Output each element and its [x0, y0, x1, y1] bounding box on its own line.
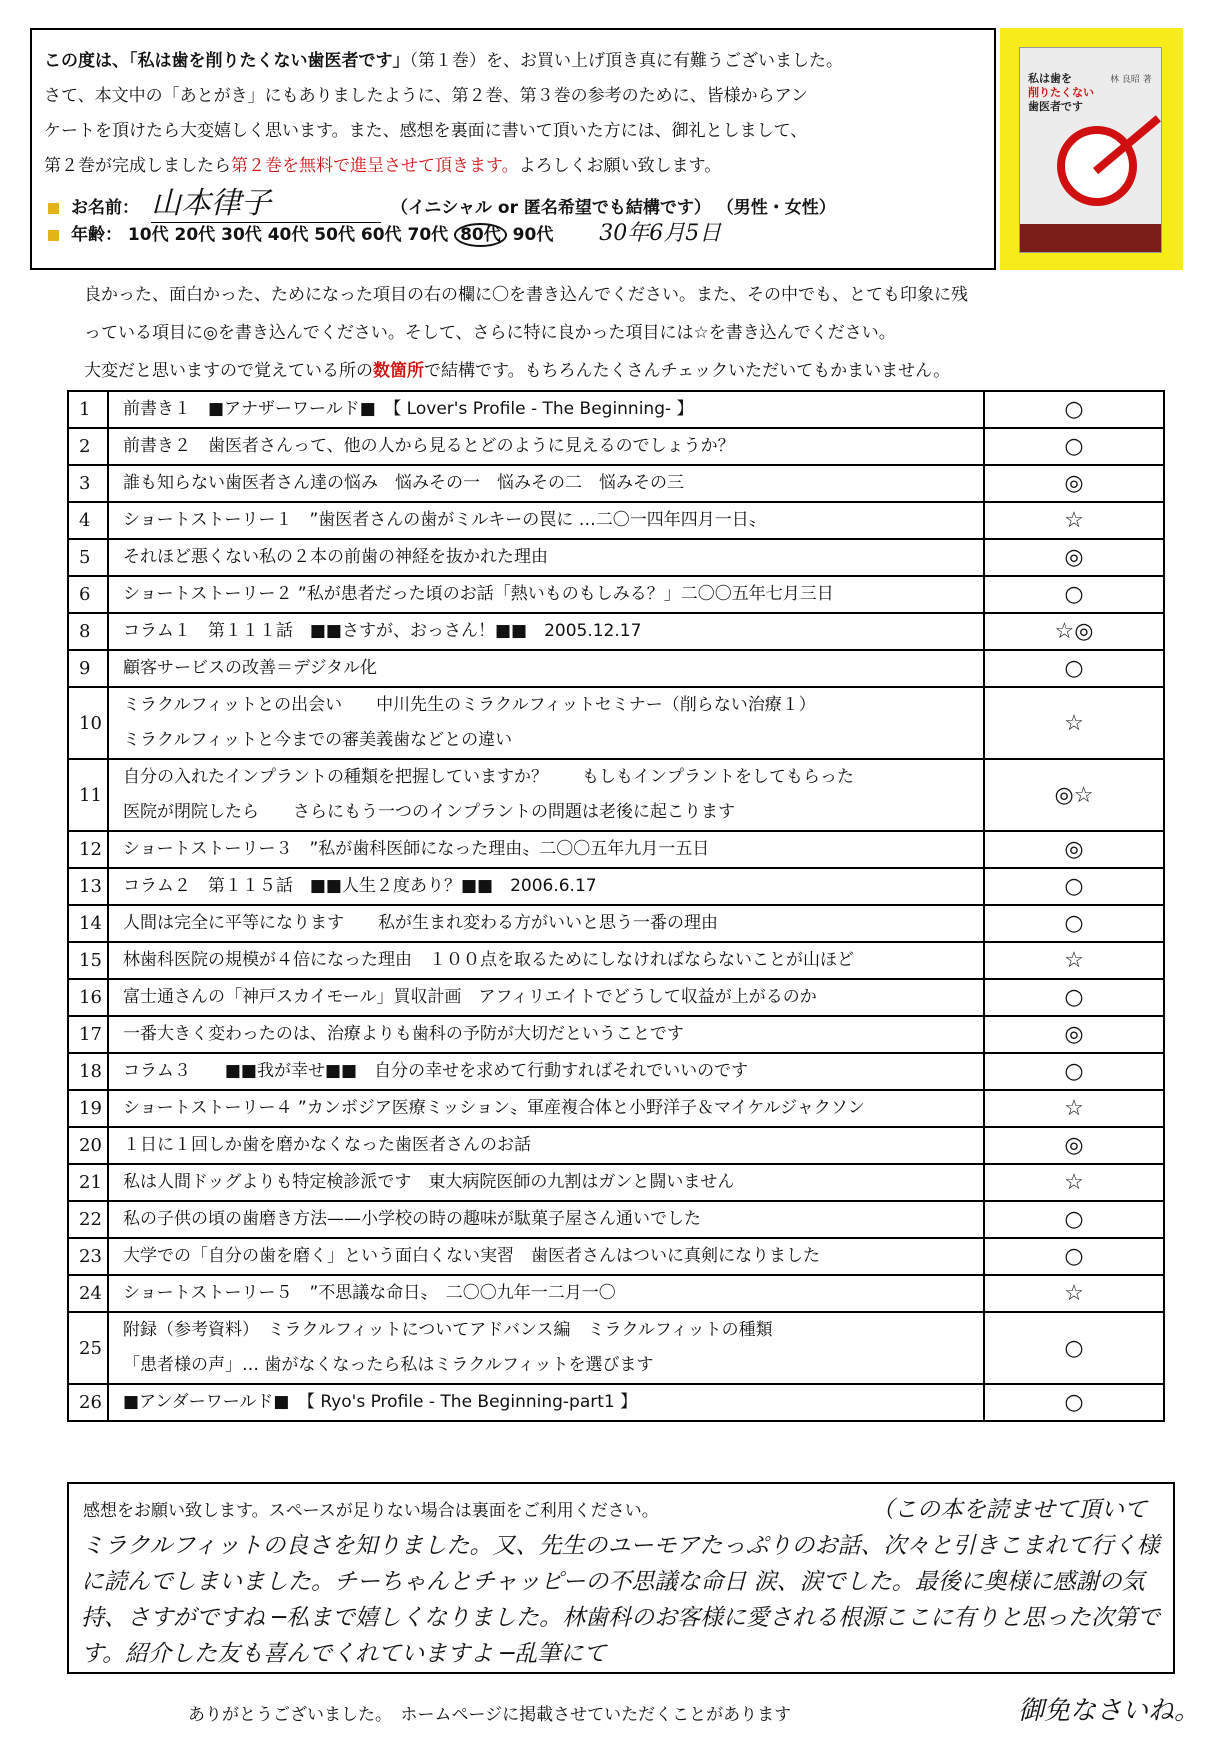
item-title — [108, 465, 984, 502]
item-title — [108, 831, 984, 868]
rating-mark-cell[interactable]: ☆ — [984, 1090, 1164, 1127]
item-title — [108, 1127, 984, 1164]
rating-mark-cell[interactable]: ○ — [984, 650, 1164, 687]
rating-mark-cell[interactable]: ☆ — [984, 687, 1164, 759]
name-label: お名前： — [71, 198, 139, 218]
item-title — [108, 979, 984, 1016]
item-title — [108, 650, 984, 687]
intro-line-4b: よろしくお願い致します。 — [518, 156, 722, 176]
item-title-line: 自分の入れたインプラントの種類を把握していますか？ もしもインプラントをしてもらった — [123, 767, 854, 787]
item-number: 9 — [68, 650, 108, 687]
rating-mark-cell[interactable]: ○ — [984, 1312, 1164, 1384]
item-title-line: ■アンダーワールド■ 【 Ryo's Profile - The Beginning-part1 】 — [123, 1392, 638, 1412]
item-title-line: 「患者様の声」… 歯がなくなったら私はミラクルフィットを選びます — [123, 1355, 654, 1375]
item-title-line: 大学での「自分の歯を磨く」という面白くない実習 歯医者さんはついに真剣になりました — [123, 1246, 820, 1266]
table-row — [68, 576, 1164, 613]
no-drill-icon — [1057, 126, 1137, 206]
rating-mark-cell[interactable]: ○ — [984, 1053, 1164, 1090]
intro-bold: この度は、「私は歯を削りたくない歯医者です」 — [44, 51, 410, 71]
table-row — [68, 687, 1164, 759]
rating-mark-cell[interactable]: ○ — [984, 1384, 1164, 1421]
intro-line-3: ケートを頂けたら大変嬉しく思います。また、感想を裏面に書いて頂いた方には、御礼としまして、 — [44, 121, 808, 141]
age-option-30[interactable]: 30代 — [221, 225, 262, 245]
item-number: 11 — [68, 759, 108, 831]
table-row — [68, 428, 1164, 465]
item-title-line: 富士通さんの「神戸スカイモール」買収計画 アフィリエイトでどうして収益が上がるのか — [123, 987, 817, 1007]
item-title — [108, 391, 984, 428]
item-number: 26 — [68, 1384, 108, 1421]
instructions-line-2: っている項目に◎を書き込んでください。そして、さらに特に良かった項目には☆を書き込んでください。 — [84, 323, 896, 343]
item-title-line: ミラクルフィットとの出会い 中川先生のミラクルフィットセミナー（削らない治療１） — [123, 695, 816, 715]
item-title — [108, 905, 984, 942]
header-box — [30, 28, 996, 270]
table-row — [68, 1384, 1164, 1421]
item-title — [108, 868, 984, 905]
intro-rest: （第１巻）を、お買い上げ頂き真に有難うございました。 — [409, 51, 843, 71]
item-title-line: ショートストーリー２ ”私が患者だった頃のお話「熱いものもしみる？」二〇〇五年七月三日 — [123, 584, 834, 604]
item-number: 22 — [68, 1201, 108, 1238]
item-number: 19 — [68, 1090, 108, 1127]
table-row — [68, 1090, 1164, 1127]
table-row — [68, 979, 1164, 1016]
item-number: 14 — [68, 905, 108, 942]
instructions — [84, 276, 1184, 390]
rating-mark-cell[interactable]: ◎☆ — [984, 759, 1164, 831]
item-number: 25 — [68, 1312, 108, 1384]
item-title-line: 誰も知らない歯医者さん達の悩み 悩みその一 悩みその二 悩みその三 — [123, 473, 684, 493]
bullet-icon — [48, 203, 59, 214]
age-row — [44, 216, 721, 247]
cover-title-line-1: 私は歯を — [1028, 72, 1072, 85]
item-number: 8 — [68, 613, 108, 650]
rating-mark-cell[interactable]: ☆ — [984, 1164, 1164, 1201]
age-option-40[interactable]: 40代 — [267, 225, 309, 245]
footer-thanks: ありがとうございました。 ホームページに掲載させていただくことがあります — [188, 1705, 792, 1725]
item-number: 12 — [68, 831, 108, 868]
age-option-10[interactable]: 10代 — [127, 225, 169, 245]
rating-mark-cell[interactable]: ☆ — [984, 942, 1164, 979]
rating-mark-cell[interactable]: ◎ — [984, 1016, 1164, 1053]
age-option-80-selected[interactable]: 80代 — [454, 223, 507, 247]
item-title-line: ミラクルフィットと今までの審美義歯などとの違い — [123, 730, 513, 750]
cover-title-line-3: 歯医者です — [1028, 100, 1083, 113]
cover-band — [1020, 224, 1161, 252]
name-note: （イニシャル or 匿名希望でも結構です） — [391, 198, 711, 218]
item-title-line: 私は人間ドッグよりも特定検診派です 東大病院医師の九割はガンと闘いません — [123, 1172, 735, 1192]
table-row — [68, 465, 1164, 502]
rating-mark-cell[interactable]: ○ — [984, 428, 1164, 465]
survey-table — [67, 390, 1165, 1422]
item-title — [108, 1238, 984, 1275]
item-number: 21 — [68, 1164, 108, 1201]
item-title — [108, 613, 984, 650]
age-option-20[interactable]: 20代 — [174, 225, 216, 245]
age-label: 年齢： — [71, 225, 122, 245]
item-title-line: ショートストーリー３ ”私が歯科医師になった理由〟二〇〇五年九月一五日 — [123, 839, 710, 859]
item-title — [108, 502, 984, 539]
item-number: 13 — [68, 868, 108, 905]
intro-text — [44, 44, 994, 184]
table-row — [68, 759, 1164, 831]
item-title — [108, 942, 984, 979]
item-title-line: ショートストーリー１ ”歯医者さんの歯がミルキーの罠に …二〇一四年四月一日〟 — [123, 510, 766, 530]
instructions-line-3a: 大変だと思いますので覚えている所の — [84, 361, 373, 381]
item-title-line: １日に１回しか歯を磨かなくなった歯医者さんのお話 — [123, 1135, 531, 1155]
item-number: 3 — [68, 465, 108, 502]
item-title-line: 医院が閉院したら さらにもう一つのインプラントの問題は老後に起こります — [123, 802, 735, 822]
book-cover-image — [1019, 47, 1162, 253]
rating-mark-cell[interactable]: ◎ — [984, 539, 1164, 576]
item-number: 16 — [68, 979, 108, 1016]
item-title-line: コラム１ 第１１１話 ■■さすが、おっさん！■■ 2005.12.17 — [123, 621, 642, 641]
table-row — [68, 1127, 1164, 1164]
age-option-50[interactable]: 50代 — [314, 225, 355, 245]
item-title-line: 顧客サービスの改善＝デジタル化 — [123, 658, 377, 678]
table-row — [68, 831, 1164, 868]
bullet-icon — [48, 230, 59, 241]
item-title — [108, 1384, 984, 1421]
rating-mark-cell[interactable]: ○ — [984, 905, 1164, 942]
comment-prompt: 感想をお願い致します。スペースが足りない場合は裏面をご利用ください。 — [83, 1501, 659, 1521]
rating-mark-cell[interactable]: ◎ — [984, 1127, 1164, 1164]
item-title-line: コラム２ 第１１５話 ■■人生２度あり？■■ 2006.6.17 — [123, 876, 597, 896]
item-number: 2 — [68, 428, 108, 465]
intro-line-2: さて、本文中の「あとがき」にもありましたように、第２巻、第３巻の参考のために、皆様からアン — [44, 86, 808, 106]
rating-mark-cell[interactable]: ○ — [984, 391, 1164, 428]
gender-option[interactable]: （男性・女性） — [716, 198, 836, 218]
table-row — [68, 1016, 1164, 1053]
item-title — [108, 428, 984, 465]
item-title-line: 附録（参考資料） ミラクルフィットについてアドバンス編 ミラクルフィットの種類 — [123, 1320, 773, 1340]
table-row — [68, 1164, 1164, 1201]
cover-title-line-2: 削りたくない — [1028, 86, 1094, 99]
item-number: 20 — [68, 1127, 108, 1164]
item-title-line: 人間は完全に平等になります 私が生まれ変わる方がいいと思う一番の理由 — [123, 913, 718, 933]
table-row — [68, 1238, 1164, 1275]
intro-line-4a: 第２巻が完成しましたら — [44, 156, 231, 176]
item-number: 4 — [68, 502, 108, 539]
table-row — [68, 1312, 1164, 1384]
rating-mark-cell[interactable]: ☆ — [984, 502, 1164, 539]
item-title-line: コラム３ ■■我が幸せ■■ 自分の幸せを求めて行動すればそれでいいのです — [123, 1061, 749, 1081]
item-title — [108, 1016, 984, 1053]
age-option-90[interactable]: 90代 — [512, 225, 554, 245]
instructions-line-3b: で結構です。もちろんたくさんチェックいただいてもかまいません。 — [424, 361, 951, 381]
rating-mark-cell[interactable]: ○ — [984, 1238, 1164, 1275]
item-number: 18 — [68, 1053, 108, 1090]
item-title — [108, 539, 984, 576]
date-field[interactable]: 30年6月5日 — [599, 221, 722, 246]
rating-mark-cell[interactable]: ◎ — [984, 831, 1164, 868]
rating-mark-cell[interactable]: ◎ — [984, 465, 1164, 502]
instructions-line-1: 良かった、面白かった、ためになった項目の右の欄に〇を書き込んでください。また、その中でも、とても印象に残 — [84, 285, 968, 305]
table-row — [68, 905, 1164, 942]
rating-mark-cell[interactable]: ○ — [984, 979, 1164, 1016]
item-number: 10 — [68, 687, 108, 759]
item-title — [108, 576, 984, 613]
item-title — [108, 759, 984, 831]
table-row — [68, 868, 1164, 905]
item-title — [108, 1201, 984, 1238]
item-title-line: ショートストーリー４ ”カンボジア医療ミッション〟軍産複合体と小野洋子＆マイケルジャクソン — [123, 1098, 865, 1118]
item-title-line: ショートストーリー５ ”不思議な命日〟 二〇〇九年一二月一〇 — [123, 1283, 616, 1303]
item-title — [108, 1164, 984, 1201]
table-row — [68, 942, 1164, 979]
item-title — [108, 1275, 984, 1312]
item-title-line: 林歯科医院の規模が４倍になった理由 １００点を取るためにしなければならないことが山ほど — [123, 950, 854, 970]
rating-mark-cell[interactable]: ○ — [984, 868, 1164, 905]
table-row — [68, 613, 1164, 650]
age-option-60[interactable]: 60代 — [360, 225, 402, 245]
item-title-line: それほど悪くない私の２本の前歯の神経を抜かれた理由 — [123, 547, 548, 567]
book-cover-frame — [1000, 28, 1183, 270]
rating-mark-cell[interactable]: ☆◎ — [984, 613, 1164, 650]
item-number: 1 — [68, 391, 108, 428]
cover-title — [1028, 72, 1094, 114]
comment-box[interactable] — [67, 1482, 1175, 1674]
rating-mark-cell[interactable]: ☆ — [984, 1275, 1164, 1312]
item-number: 15 — [68, 942, 108, 979]
item-title — [108, 1312, 984, 1384]
instructions-highlight: 数箇所 — [373, 361, 424, 381]
rating-mark-cell[interactable]: ○ — [984, 576, 1164, 613]
comment-handwriting[interactable]: （この本を読ませて頂いてミラクルフィットの良さを知りました。又、先生のユーモアたっぷりのお話、次々と引きこまれて行く様に読んでしまいました。チーちゃんとチャッピーの不思議な命日 涙、涙でした。最後に奥様に感謝の気持、さすがですね ─私まで嬉しくなりました。林歯科のお客様に愛される根源ここに有りと思った次第です。紹介した友も喜んでくれていますよ ─乱筆にて — [81, 1497, 1161, 1667]
item-title-line: 前書き１ ■アナザーワールド■ 【 Lover's Profile - The Beginning- 】 — [123, 399, 694, 419]
cover-author: 林 良昭 著 — [1110, 75, 1152, 85]
table-row — [68, 1201, 1164, 1238]
table-row — [68, 650, 1164, 687]
item-number: 6 — [68, 576, 108, 613]
table-row — [68, 1053, 1164, 1090]
item-title — [108, 687, 984, 759]
footer-handwritten-note: 御免なさいね。 — [1018, 1696, 1201, 1726]
free-offer-text: 第２巻を無料で進呈させて頂きます。 — [231, 156, 519, 176]
item-number: 24 — [68, 1275, 108, 1312]
item-number: 17 — [68, 1016, 108, 1053]
item-title-line: 前書き２ 歯医者さんって、他の人から見るとどのように見えるのでしょうか？ — [123, 436, 735, 456]
table-row — [68, 1275, 1164, 1312]
item-title — [108, 1053, 984, 1090]
item-number: 23 — [68, 1238, 108, 1275]
rating-mark-cell[interactable]: ○ — [984, 1201, 1164, 1238]
item-title-line: 私の子供の頃の歯磨き方法——小学校の時の趣味が駄菓子屋さん通いでした — [123, 1209, 701, 1229]
name-field[interactable]: 山本律子 — [151, 178, 381, 223]
item-title-line: 一番大きく変わったのは、治療よりも歯科の予防が大切だということです — [123, 1024, 684, 1044]
item-number: 5 — [68, 539, 108, 576]
item-title — [108, 1090, 984, 1127]
age-option-70[interactable]: 70代 — [407, 225, 449, 245]
no-drill-slash — [1093, 115, 1161, 174]
table-row — [68, 539, 1164, 576]
table-row — [68, 502, 1164, 539]
table-row — [68, 391, 1164, 428]
